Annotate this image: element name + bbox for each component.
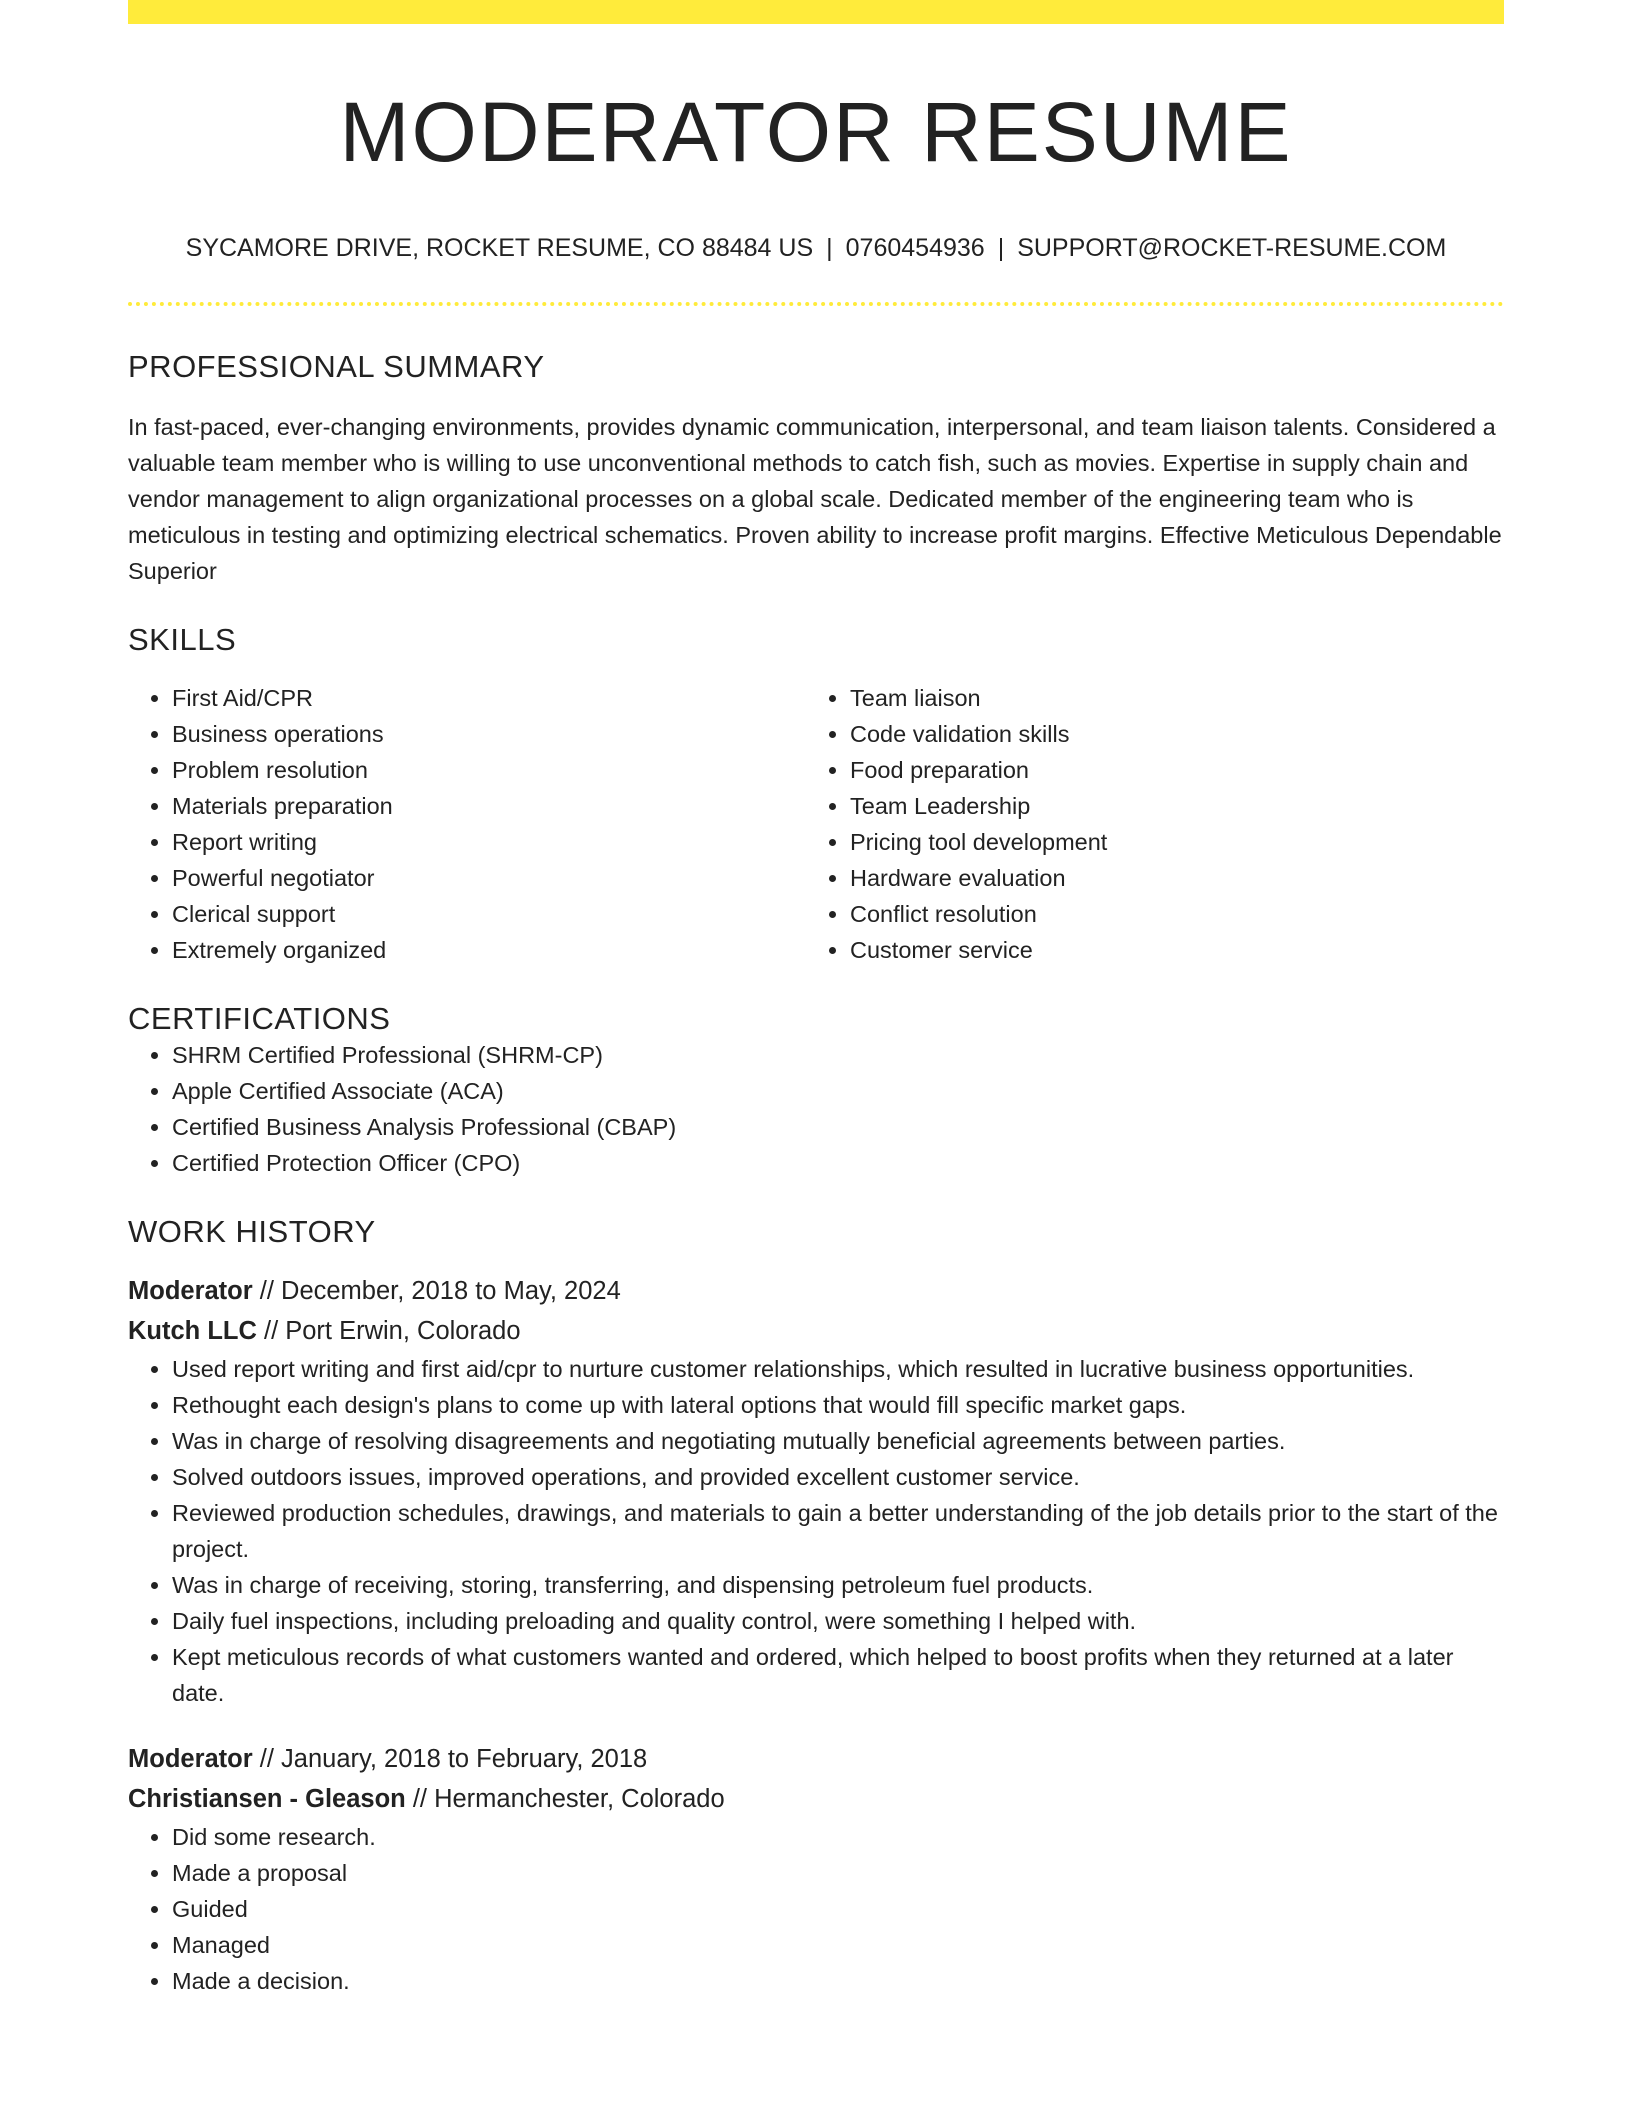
skill-item: • Food preparation (850, 752, 1504, 788)
job-duty-item: • Was in charge of resolving disagreements and negotiating mutually beneficial agreements between parties. (172, 1423, 1504, 1459)
job-location: // Port Erwin, Colorado (256, 1316, 521, 1345)
job-duty-item: • Made a decision. (172, 1963, 1504, 1999)
summary-heading: PROFESSIONAL SUMMARY (128, 348, 545, 384)
job-duties-list (128, 1351, 1504, 1711)
skills-list-left (128, 680, 806, 968)
job-role-line (128, 1739, 1504, 1779)
certification-item: • Certified Protection Officer (CPO) (172, 1145, 1504, 1181)
skill-item: • Customer service (850, 932, 1504, 968)
contact-address: SYCAMORE DRIVE, ROCKET RESUME, CO 88484 US (185, 233, 814, 262)
job-location: // Hermanchester, Colorado (405, 1784, 725, 1813)
skills-list-right (806, 680, 1504, 968)
skill-item: • Report writing (172, 824, 806, 860)
contact-separator: | (826, 233, 833, 262)
job-duty-item: • Did some research. (172, 1819, 1504, 1855)
skill-item: • First Aid/CPR (172, 680, 806, 716)
contact-separator: | (997, 233, 1005, 262)
job-company: Christiansen - Gleason (128, 1784, 406, 1813)
skill-item: • Team Leadership (850, 788, 1504, 824)
skill-item: • Problem resolution (172, 752, 806, 788)
job-company-line (128, 1311, 1504, 1351)
certification-item: • Certified Business Analysis Professional (CBAP) (172, 1109, 1504, 1145)
resume-page (128, 0, 1504, 1999)
job-duty-item: • Used report writing and first aid/cpr to nurture customer relationships, which resulted in lucrative business opportunities. (172, 1351, 1504, 1387)
skill-item: • Code validation skills (850, 716, 1504, 752)
skill-item: • Hardware evaluation (850, 860, 1504, 896)
skill-item: • Team liaison (850, 680, 1504, 716)
skill-item: • Extremely organized (172, 932, 806, 968)
job-dates: // January, 2018 to February, 2018 (252, 1744, 648, 1773)
job-role: Moderator (128, 1276, 253, 1305)
job-duty-item: • Rethought each design's plans to come up with lateral options that would fill specific market gaps. (172, 1387, 1504, 1423)
certifications-list (128, 1037, 1504, 1181)
job-duty-item: • Daily fuel inspections, including preloading and quality control, were something I helped with. (172, 1603, 1504, 1639)
job-header (128, 1271, 1504, 1351)
job-entry (128, 1271, 1504, 1711)
job-duty-item: • Was in charge of receiving, storing, transferring, and dispensing petroleum fuel products. (172, 1567, 1504, 1603)
job-header (128, 1739, 1504, 1819)
job-duty-item: • Guided (172, 1891, 1504, 1927)
job-company-line (128, 1779, 1504, 1819)
resume-title: MODERATOR RESUME (339, 85, 1293, 179)
job-duty-item: • Managed (172, 1927, 1504, 1963)
certification-item: • SHRM Certified Professional (SHRM-CP) (172, 1037, 1504, 1073)
top-accent-bar (128, 0, 1504, 24)
certification-item: • Apple Certified Associate (ACA) (172, 1073, 1504, 1109)
skill-item: • Conflict resolution (850, 896, 1504, 932)
job-role-line (128, 1271, 1504, 1311)
header-divider (128, 302, 1504, 306)
certifications-heading: CERTIFICATIONS (128, 1001, 391, 1037)
skills-heading: SKILLS (128, 621, 237, 657)
skill-item: • Clerical support (172, 896, 806, 932)
job-duty-item: • Kept meticulous records of what customers wanted and ordered, which helped to boost profits when they returned at a later date. (172, 1639, 1504, 1711)
job-duty-item: • Made a proposal (172, 1855, 1504, 1891)
skills-grid (128, 680, 1504, 968)
job-duty-item: • Reviewed production schedules, drawings, and materials to gain a better understanding of the job details prior to the start of the project. (172, 1495, 1504, 1567)
contact-line (128, 233, 1504, 263)
summary-text: In fast-paced, ever-changing environments, provides dynamic communication, interpersonal, and team liaison talents. Considered a valuable team member who is willing to use unconventional methods to catch fish, such as movies. Expertise in supply chain and vendor management to align organizational processes on a global scale. Dedicated member of the engineering team who is meticulous in testing and optimizing electrical schematics. Proven ability to increase profit margins. Effective Meticulous Dependable Superior (128, 413, 1502, 584)
skill-item: • Business operations (172, 716, 806, 752)
work-history-heading: WORK HISTORY (128, 1214, 376, 1250)
job-role: Moderator (128, 1744, 253, 1773)
skill-item: • Powerful negotiator (172, 860, 806, 896)
contact-email: SUPPORT@ROCKET-RESUME.COM (1017, 233, 1447, 262)
job-duties-list (128, 1819, 1504, 1999)
job-entry (128, 1739, 1504, 1999)
job-company: Kutch LLC (128, 1316, 257, 1345)
job-dates: // December, 2018 to May, 2024 (252, 1276, 621, 1305)
job-duty-item: • Solved outdoors issues, improved operations, and provided excellent customer service. (172, 1459, 1504, 1495)
skill-item: • Pricing tool development (850, 824, 1504, 860)
contact-phone: 0760454936 (845, 233, 985, 262)
skill-item: • Materials preparation (172, 788, 806, 824)
